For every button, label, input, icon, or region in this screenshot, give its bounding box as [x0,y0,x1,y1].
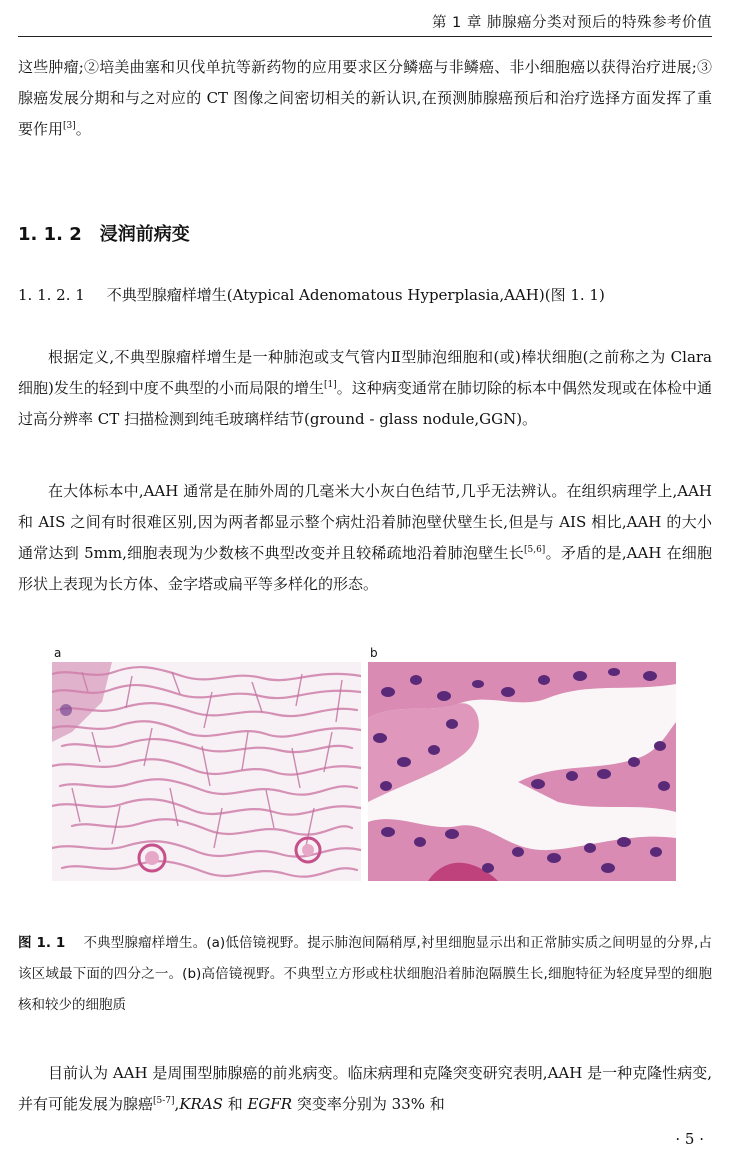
definition-citation: [1] [324,380,337,390]
gross-citation: [5,6] [523,545,546,555]
gene-kras: KRAS [179,1095,223,1113]
figure-label-a: a [54,646,62,660]
definition-text: 根据定义,不典型腺瘤样增生是一种肺泡或支气管内Ⅱ型肺泡细胞和(或)棒状细胞(之前称之为 Clara 细胞)发生的轻到中度不典型的小而局限的增生 [18,348,712,397]
intro-text: 这些肿瘤;②培美曲塞和贝伐单抗等新药物的应用要求区分鳞癌与非鳞癌、非小细胞癌以获得治疗进展;③腺癌发展分期和与之对应的 CT 图像之间密切相关的新认识,在预测肺腺癌预后和治疗选择方面发挥了重要作用 [18,58,712,138]
figure-caption [18,928,712,1021]
definition-text-cont: 。这种病变通常在肺切除的标本中偶然发现或在体检中通过高分辨率 CT 扫描检测到纯毛玻璃样结节(ground - glass nodule,GGN)。 [18,379,712,428]
precursor-text-cont: 突变率分别为 33% 和 [292,1095,445,1113]
gross-paragraph [18,476,712,600]
subsection-title: 不典型腺瘤样增生(Atypical Adenomatous Hyperplasia,AAH)(图 1. 1) [106,286,605,304]
intro-paragraph [18,52,712,145]
precursor-paragraph [18,1058,712,1120]
intro-end: 。 [75,120,91,138]
caption-number: 图 1. 1 [18,935,66,951]
precursor-comma: , [174,1095,180,1113]
section-title: 浸润前病变 [99,224,190,245]
subsection-number: 1. 1. 2. 1 [18,286,85,304]
caption-text: 不典型腺瘤样增生。(a)低倍镜视野。提示肺泡间隔稍厚,衬里细胞显示出和正常肺实质之间明显的分界,占该区域最下面的四分之一。(b)高倍镜视野。不典型立方形或柱状细胞沿着肺泡隔膜生长,细胞特征为轻度异型的细胞核和较少的细胞质 [18,935,712,1013]
definition-paragraph [18,342,712,435]
figure-label-b: b [370,646,378,660]
gross-text: 在大体标本中,AAH 通常是在肺外周的几毫米大小灰白色结节,几乎无法辨认。在组织病理学上,AAH 和 AIS 之间有时很难区别,因为两者都显示整个病灶沿着肺泡壁伏壁生长,但是与 AIS 相比,AAH 的大小通常达到 5mm,细胞表现为少数核不典型改变并且较稀疏地沿着肺泡壁生长 [18,482,712,562]
section-number: 1. 1. 2 [18,224,82,245]
running-header [18,6,712,37]
precursor-and: 和 [222,1095,248,1113]
gene-egfr: EGFR [247,1095,293,1113]
section-heading [18,220,190,246]
low-power-micrograph [52,662,361,881]
high-power-micrograph [368,662,676,881]
page-number: · 5 · [675,1130,704,1148]
gross-text-cont: 。矛盾的是,AAH 在细胞形状上表现为长方体、金字塔或扁平等多样化的形态。 [18,544,712,593]
precursor-text: 目前认为 AAH 是周围型肺腺癌的前兆病变。临床病理和克隆突变研究表明,AAH 是一种克隆性病变,并有可能发展为腺癌 [18,1064,712,1113]
precursor-citation: [5-7] [153,1096,175,1106]
running-title: 第 1 章 肺腺癌分类对预后的特殊参考价值 [431,14,712,31]
subsection-heading [18,284,605,305]
intro-citation: [3] [63,121,76,131]
